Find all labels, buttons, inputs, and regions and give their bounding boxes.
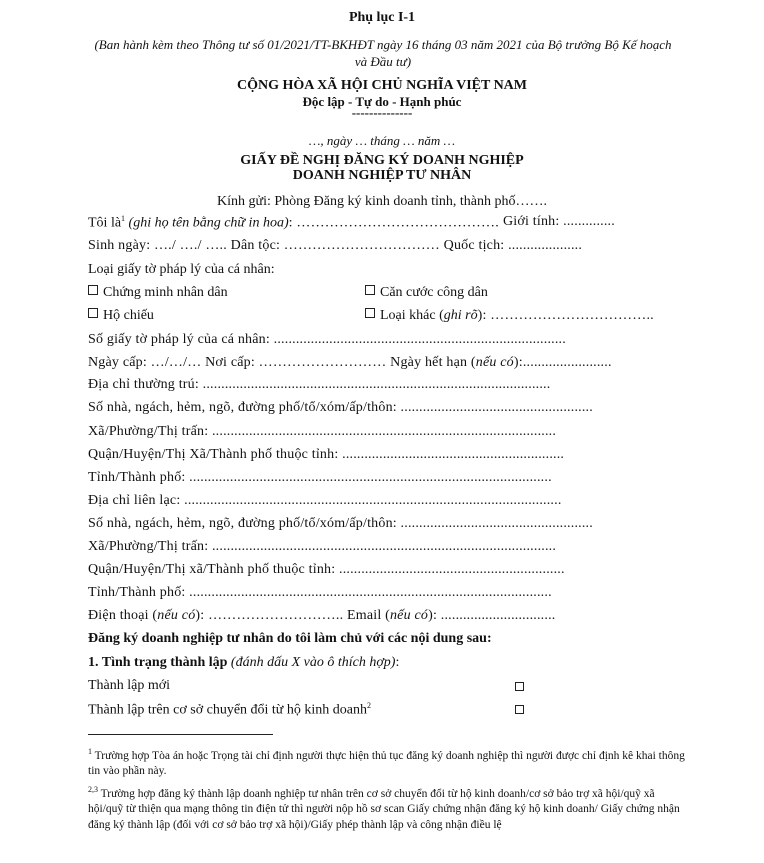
appendix-label: Phụ lục I-1 (348, 10, 416, 25)
date-line: …, ngày … tháng … năm … (308, 133, 456, 148)
permanent-street-field[interactable]: Số nhà, ngách, hẻm, ngõ, đường phố/tổ/xóm/ấp/thôn: .................................................... (88, 400, 593, 415)
phone-email-row[interactable] (88, 608, 555, 624)
expiry-field[interactable]: ):........................ (513, 355, 612, 370)
new-establishment-checkbox[interactable] (515, 682, 524, 691)
name-hint: (ghi họ tên bằng chữ in hoa) (128, 215, 289, 231)
section-1-title: 1. Tình trạng thành lập (88, 655, 228, 670)
section-1-heading (88, 655, 399, 671)
option-cccd[interactable] (365, 285, 488, 301)
option-other-label: Loại khác ( (380, 308, 444, 323)
issue-info-label: Ngày cấp: …/…/… Nơi cấp: ……………………… Ngày hết hạn ( (88, 355, 476, 370)
nation-title: CỘNG HÒA XÃ HỘI CHỦ NGHĨA VIỆT NAM (236, 78, 527, 93)
option-other[interactable] (365, 308, 654, 324)
motto: Độc lập - Tự do - Hạnh phúc (302, 94, 462, 109)
contact-ward-field[interactable]: Xã/Phường/Thị trấn: ............................................................................................. (88, 539, 557, 554)
conversion-establishment-label: Thành lập trên cơ sở chuyển đổi từ hộ kinh doanh (88, 702, 368, 718)
id-type-label: Loại giấy tờ pháp lý của cá nhân: (88, 262, 275, 277)
option-passport-label: Hộ chiếu (103, 308, 154, 323)
issue-info-field[interactable] (88, 355, 612, 371)
section-1-hint: (đánh dấu X vào ô thích hợp) (230, 655, 396, 670)
name-footnote-mark: 1 (121, 214, 126, 223)
gender-field[interactable]: Giới tính: .............. (503, 214, 615, 229)
contact-province-field[interactable]: Tỉnh/Thành phố: .................................................................................................. (88, 585, 552, 600)
register-intro: Đăng ký doanh nghiệp tư nhân do tôi làm chủ với các nội dung sau: (88, 631, 492, 646)
option-other-hint: ghi rõ (443, 308, 478, 323)
checkbox-icon[interactable] (365, 308, 375, 318)
checkbox-icon[interactable] (365, 285, 375, 295)
footnote-2-mark: 2,3 (88, 785, 98, 794)
footnote-1-text: Trường hợp Tòa án hoặc Trọng tài chỉ định người thực hiện thủ tục đăng ký doanh nghiệp thì người được chỉ định kê khai thông tin vào phần này. (88, 749, 685, 778)
permanent-district-field[interactable]: Quận/Huyện/Thị Xã/Thành phố thuộc tỉnh: ............................................................ (88, 447, 565, 462)
option-other-field[interactable]: ): …………………………….. (477, 308, 654, 323)
contact-district-field[interactable]: Quận/Huyện/Thị xã/Thành phố thuộc tỉnh: ............................................................. (88, 562, 565, 577)
footnote-2-text: Trường hợp đăng ký thành lập doanh nghiệp tư nhân trên cơ sở chuyển đổi từ hộ kinh doanh/cơ sở bảo trợ xã hội/quỹ xã hội/quỹ từ thiện qua mạng thông tin điện tử thì người nộp hồ sơ scan Giấy chứng nhận đăng ký hộ kinh doanh/ Giấy chứng nhận đăng ký thành lập (đối với cơ sở bảo trợ xã hội)/Giấy phép thành lập và công nhận điều lệ (88, 787, 680, 831)
conversion-establishment-checkbox[interactable] (515, 705, 524, 714)
conversion-establishment-row (88, 701, 371, 719)
phone-field[interactable]: ): ……………………….. Email ( (195, 608, 390, 623)
phone-label: Điện thoại ( (88, 608, 158, 623)
email-hint: nếu có (389, 608, 429, 623)
option-passport[interactable] (88, 308, 154, 324)
form-title-1: GIẤY ĐỀ NGHỊ ĐĂNG KÝ DOANH NGHIỆP (240, 153, 524, 168)
checkbox-icon[interactable] (88, 285, 98, 295)
name-label: Tôi là (88, 215, 122, 231)
contact-street-field[interactable]: Số nhà, ngách, hẻm, ngõ, đường phố/tổ/xóm/ấp/thôn: .................................................... (88, 516, 593, 531)
permanent-ward-field[interactable]: Xã/Phường/Thị trấn: ............................................................................................. (88, 424, 557, 439)
conversion-footnote-mark: 2 (367, 701, 372, 710)
permanent-province-field[interactable]: Tỉnh/Thành phố: .................................................................................................. (88, 470, 552, 485)
email-field[interactable]: ): ............................... (428, 608, 556, 623)
form-title-2: DOANH NGHIỆP TƯ NHÂN (292, 168, 472, 183)
footnote-2 (88, 782, 688, 833)
recipient-line: Kính gửi: Phòng Đăng ký kinh doanh tỉnh, thành phố……. (217, 194, 547, 209)
new-establishment-label: Thành lập mới (88, 678, 171, 693)
contact-address-field[interactable]: Địa chỉ liên lạc: ...................................................................................................... (88, 493, 562, 508)
issued-by-note: (Ban hành kèm theo Thông tư số 01/2021/TT-BKHĐT ngày 16 tháng 03 năm 2021 của Bộ trưởng Bộ Kế hoạch và Đầu tư) (94, 37, 672, 69)
footnote-1 (88, 744, 688, 780)
option-cccd-label: Căn cước công dân (380, 285, 488, 300)
footnote-separator (88, 734, 273, 735)
option-cmnd-label: Chứng minh nhân dân (103, 285, 228, 300)
permanent-address-field[interactable]: Địa chỉ thường trú: .............................................................................................. (88, 377, 551, 392)
dob-ethnicity-nationality-field[interactable]: Sinh ngày: …./ …./ ….. Dân tộc: …………………………… Quốc tịch: .................... (88, 238, 583, 253)
name-field[interactable]: : ……………………………………. (288, 215, 499, 231)
footnote-1-mark: 1 (88, 747, 92, 756)
phone-hint: nếu có (157, 608, 196, 623)
section-1-colon: : (395, 655, 400, 670)
issue-hint: nếu có (475, 355, 514, 370)
checkbox-icon[interactable] (88, 308, 98, 318)
name-row (88, 214, 499, 232)
id-number-field[interactable]: Số giấy tờ pháp lý của cá nhân: ............................................................................... (88, 332, 566, 347)
option-cmnd[interactable] (88, 285, 228, 301)
divider: -------------- (351, 105, 413, 120)
